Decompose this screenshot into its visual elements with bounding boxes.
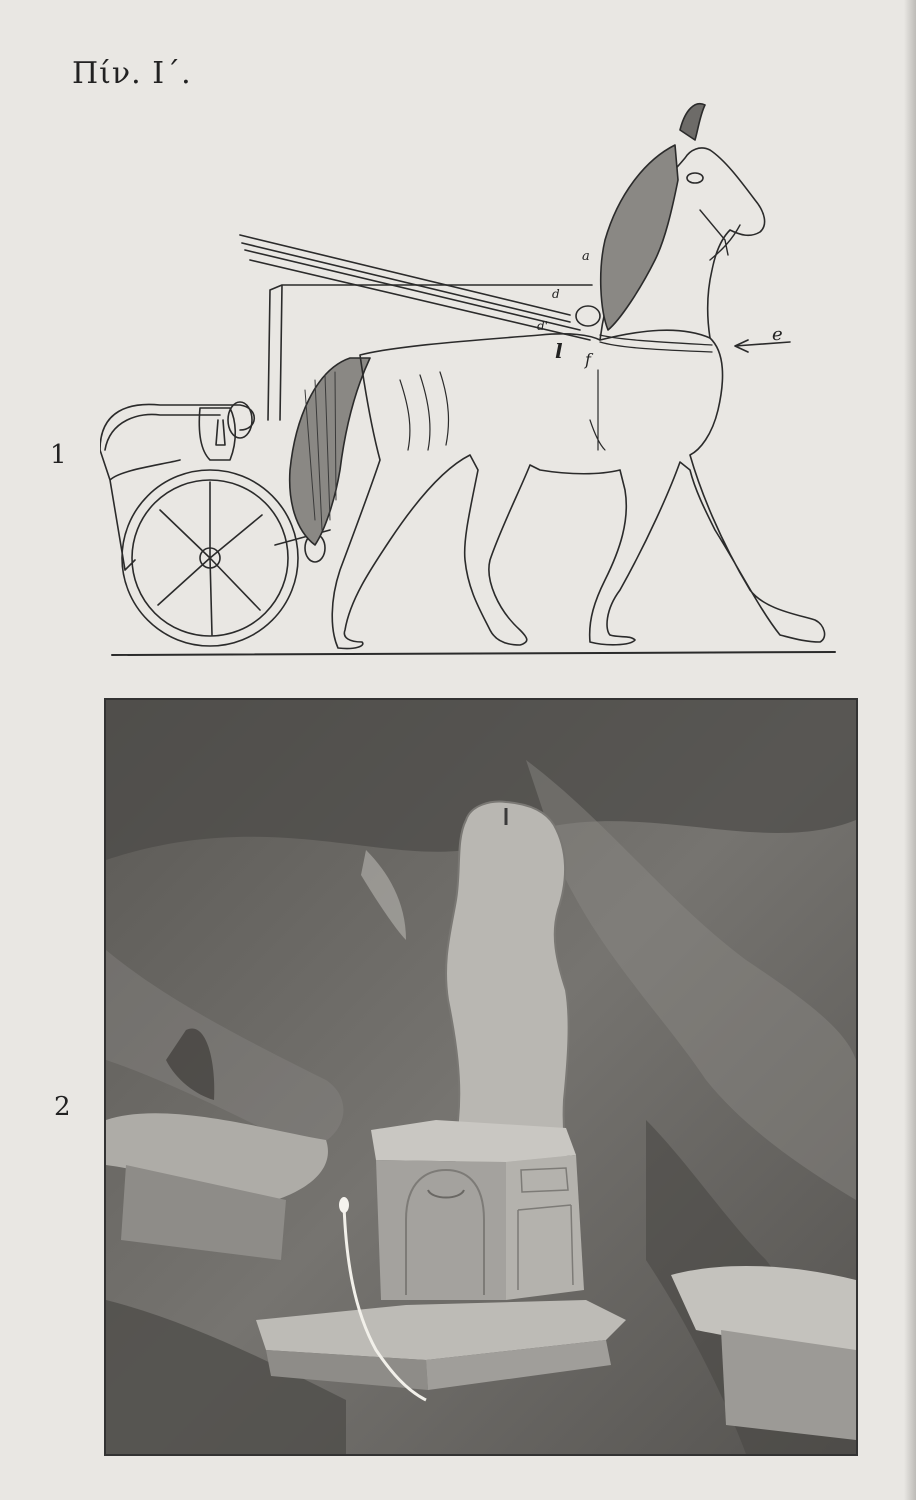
figure-2-number: 2: [54, 1092, 71, 1122]
ground-line: [112, 652, 835, 655]
plate-label: Πίν. Ι΄.: [72, 56, 192, 91]
label-d: d: [552, 287, 560, 301]
figure-1-number: 1: [50, 440, 67, 470]
chariot-drawing: [100, 90, 840, 670]
label-d-prime: d': [537, 319, 548, 333]
label-l: l: [555, 339, 563, 363]
horse-body: [332, 330, 824, 648]
throne-photograph: [104, 698, 858, 1456]
label-f: f: [585, 350, 591, 369]
label-a: a: [582, 249, 590, 264]
label-e: e: [772, 324, 783, 345]
page-edge: [904, 0, 916, 1500]
horse-mane: [601, 145, 678, 330]
